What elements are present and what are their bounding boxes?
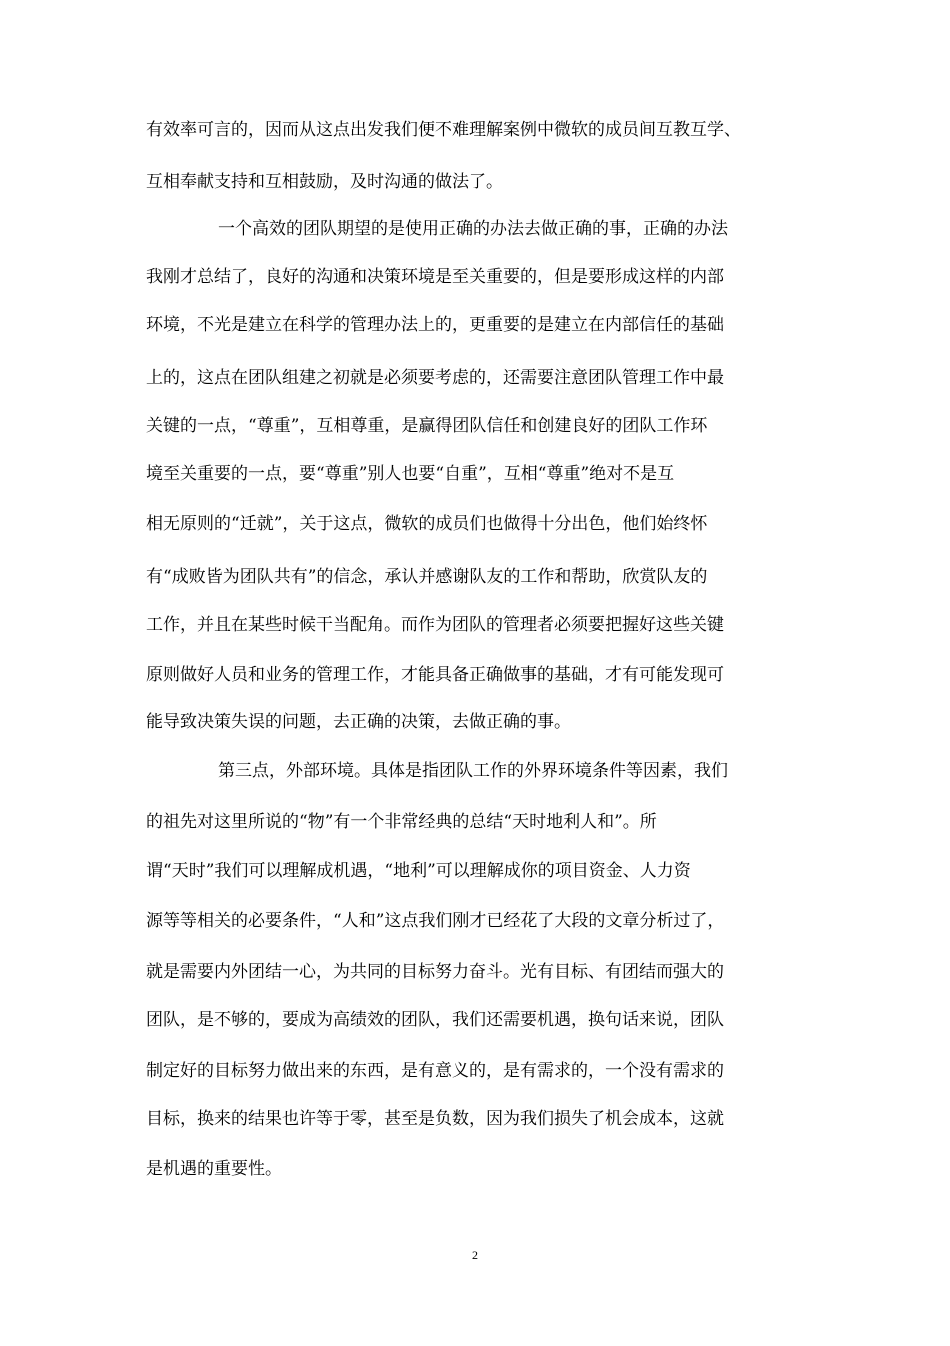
text-line: 关键的一点，“尊重”，互相尊重，是赢得团队信任和创建良好的团队工作环: [146, 416, 708, 436]
text-line: 工作，并且在某些时候干当配角。而作为团队的管理者必须要把握好这些关键: [146, 615, 724, 635]
text-line: 是机遇的重要性。: [146, 1159, 282, 1179]
text-line: 相无原则的“迁就”，关于这点，微软的成员们也做得十分出色，他们始终怀: [146, 514, 708, 534]
text-line: 有效率可言的，因而从这点出发我们便不难理解案例中微软的成员间互教互学、: [146, 120, 741, 140]
text-line: 就是需要内外团结一心，为共同的目标努力奋斗。光有目标、有团结而强大的: [146, 962, 724, 982]
text-line: 源等等相关的必要条件，“人和”这点我们刚才已经花了大段的文章分析过了，: [146, 911, 725, 931]
text-line: 一个高效的团队期望的是使用正确的办法去做正确的事，正确的办法: [218, 219, 728, 239]
text-line: 原则做好人员和业务的管理工作，才能具备正确做事的基础，才有可能发现可: [146, 665, 724, 685]
text-line: 有“成败皆为团队共有”的信念，承认并感谢队友的工作和帮助，欣赏队友的: [146, 567, 708, 587]
page-number: 2: [472, 1248, 478, 1262]
text-line: 我刚才总结了，良好的沟通和决策环境是至关重要的，但是要形成这样的内部: [146, 267, 724, 287]
text-line: 制定好的目标努力做出来的东西，是有意义的，是有需求的，一个没有需求的: [146, 1061, 724, 1081]
text-line: 目标，换来的结果也许等于零，甚至是负数，因为我们损失了机会成本，这就: [146, 1109, 724, 1129]
text-line: 第三点，外部环境。具体是指团队工作的外界环境条件等因素，我们: [218, 761, 728, 781]
text-line: 能导致决策失误的问题，去正确的决策，去做正确的事。: [146, 712, 571, 732]
text-line: 谓“天时”我们可以理解成机遇，“地利”可以理解成你的项目资金、人力资: [146, 861, 691, 881]
text-line: 团队，是不够的，要成为高绩效的团队，我们还需要机遇，换句话来说，团队: [146, 1010, 724, 1030]
text-line: 上的，这点在团队组建之初就是必须要考虑的，还需要注意团队管理工作中最: [146, 368, 724, 388]
text-line: 互相奉献支持和互相鼓励，及时沟通的做法了。: [146, 172, 503, 192]
text-line: 环境，不光是建立在科学的管理办法上的，更重要的是建立在内部信任的基础: [146, 315, 724, 335]
text-line: 的祖先对这里所说的“物”有一个非常经典的总结“天时地利人和”。所: [146, 812, 657, 832]
text-line: 境至关重要的一点，要“尊重”别人也要“自重”，互相“尊重”绝对不是互: [146, 464, 675, 484]
